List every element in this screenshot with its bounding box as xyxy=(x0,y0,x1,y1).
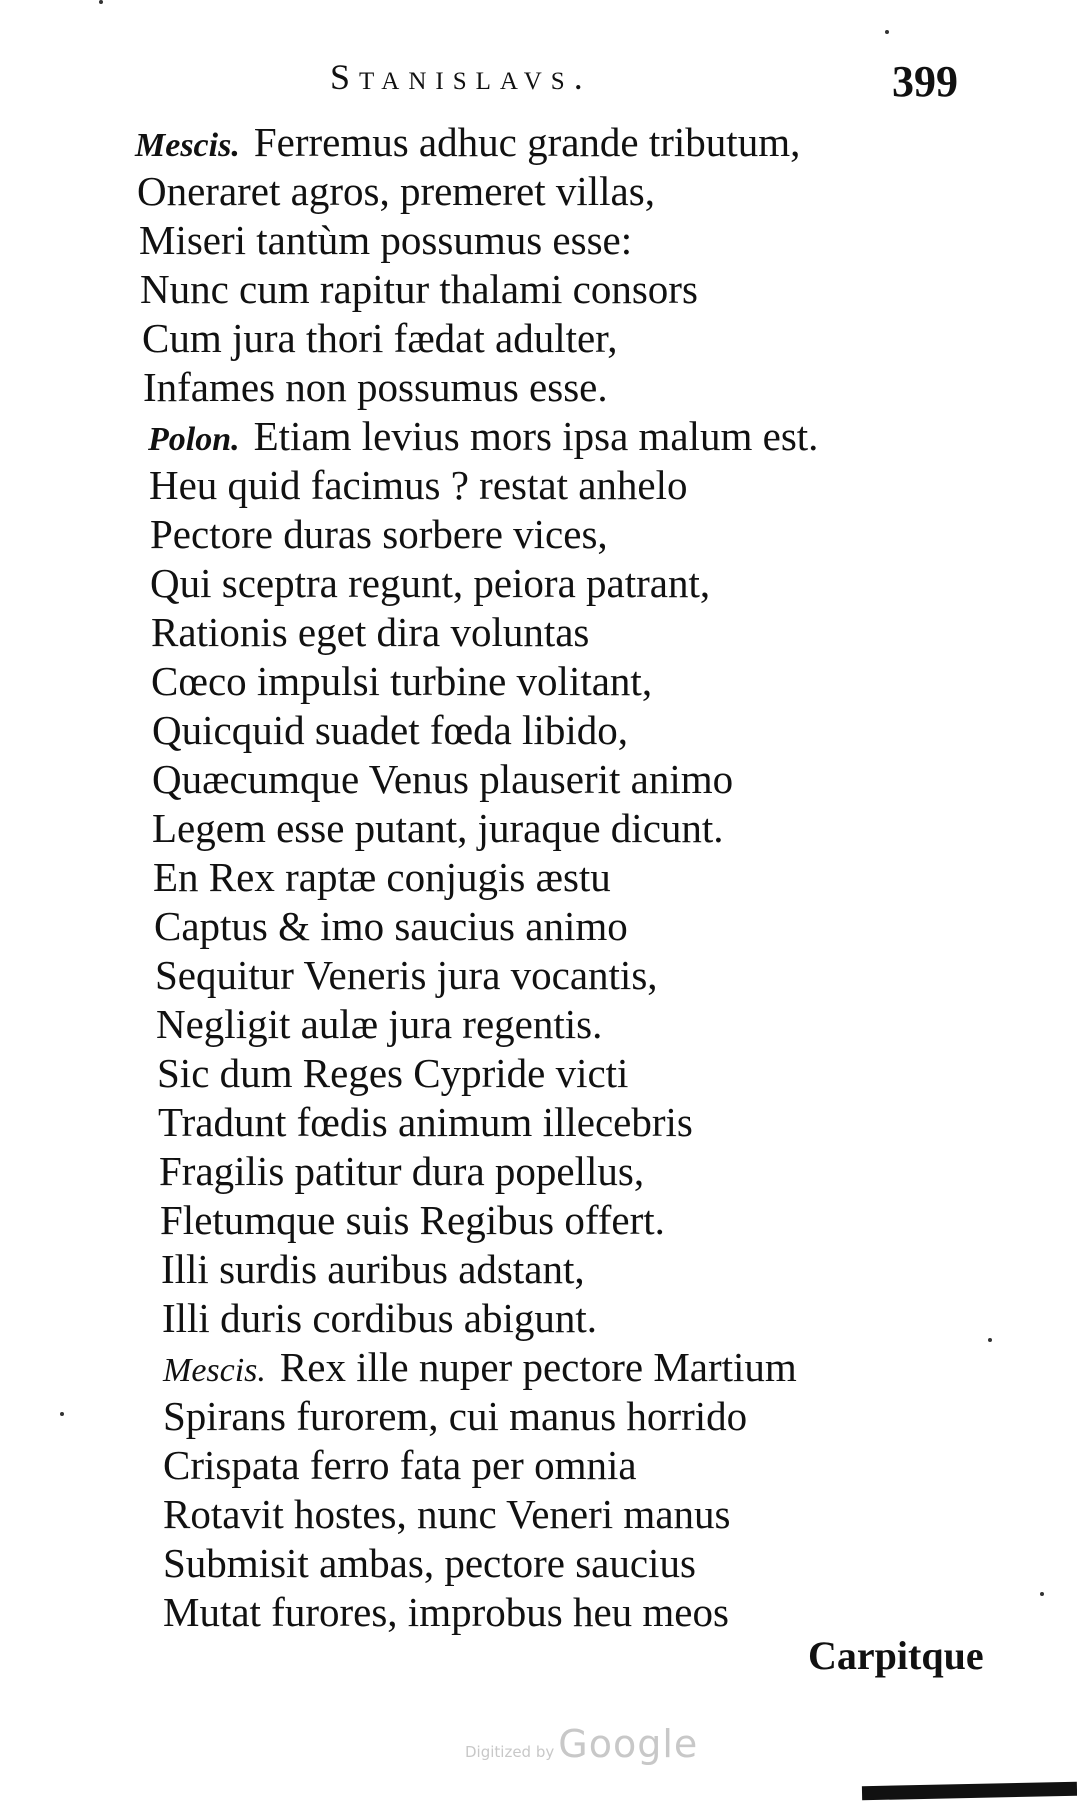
verse-line: Infames non possumus esse. xyxy=(143,364,608,410)
page-edge-shadow xyxy=(862,1782,1077,1800)
ink-speck xyxy=(60,1412,64,1416)
verse-line: Quæcumque Venus plauserit animo xyxy=(152,756,734,802)
verse-line: Heu quid facimus ? restat anhelo xyxy=(149,462,688,508)
verse-line: Illi surdis auribus adstant, xyxy=(161,1246,585,1292)
verse-line: Crispata ferro fata per omnia xyxy=(163,1442,637,1488)
verse-line: Fletumque suis Regibus offert. xyxy=(160,1197,665,1243)
verse-line: Cum jura thori fædat adulter, xyxy=(142,315,618,361)
ink-speck xyxy=(99,0,103,4)
verse-line xyxy=(135,118,800,170)
verse-line: Sequitur Veneris jura vocantis, xyxy=(155,952,658,998)
verse-line: Fragilis patitur dura popellus, xyxy=(159,1148,645,1194)
verse-line: Miseri tantùm possumus esse: xyxy=(139,217,633,263)
digitization-watermark xyxy=(465,1722,698,1766)
speaker-label: Mescis. xyxy=(163,1352,266,1389)
catchword: Carpitque xyxy=(808,1633,984,1678)
verse-line xyxy=(163,1343,797,1395)
verse-line: Rotavit hostes, nunc Veneri manus xyxy=(163,1491,731,1537)
verse-line: Captus & imo saucius animo xyxy=(154,903,628,949)
running-title: Stanislavs. xyxy=(330,57,592,97)
verse-line: Rationis eget dira voluntas xyxy=(151,609,590,655)
ink-speck xyxy=(885,30,889,34)
verse-line: Tradunt fœdis animum illecebris xyxy=(158,1099,693,1145)
page-number: 399 xyxy=(892,57,958,106)
verse-line: Pectore duras sorbere vices, xyxy=(150,511,608,557)
verse-line: Sic dum Reges Cypride victi xyxy=(157,1050,629,1096)
verse-line xyxy=(148,412,818,464)
speaker-label: Mescis. xyxy=(135,127,240,164)
ink-speck xyxy=(1040,1592,1044,1596)
verse-line: Submisit ambas, pectore saucius xyxy=(163,1540,696,1586)
verse-line: Oneraret agros, premeret villas, xyxy=(137,168,655,214)
verse-line: Qui sceptra regunt, peiora patrant, xyxy=(150,560,711,606)
ink-speck xyxy=(988,1338,992,1342)
verse-text: Etiam levius mors ipsa malum est. xyxy=(253,413,819,459)
verse-line: Negligit aulæ jura regentis. xyxy=(156,1001,603,1047)
verse-text: Ferremus adhuc grande tributum, xyxy=(253,119,801,165)
verse-line: Mutat furores, improbus heu meos xyxy=(163,1589,729,1635)
verse-line: Spirans furorem, cui manus horrido xyxy=(163,1393,748,1439)
verse-line: Quicquid suadet fœda libido, xyxy=(152,707,628,753)
speaker-label: Polon. xyxy=(148,421,240,458)
verse-line: En Rex raptæ conjugis æstu xyxy=(153,854,611,900)
verse-line: Nunc cum rapitur thalami consors xyxy=(140,266,698,312)
watermark-prefix: Digitized by xyxy=(465,1743,555,1761)
verse-text: Rex ille nuper pectore Martium xyxy=(279,1344,797,1390)
watermark-brand: Google xyxy=(558,1722,699,1766)
verse-line: Illi duris cordibus abigunt. xyxy=(162,1295,598,1341)
verse-line: Cœco impulsi turbine volitant, xyxy=(151,658,653,704)
verse-line: Legem esse putant, juraque dicunt. xyxy=(152,805,724,851)
